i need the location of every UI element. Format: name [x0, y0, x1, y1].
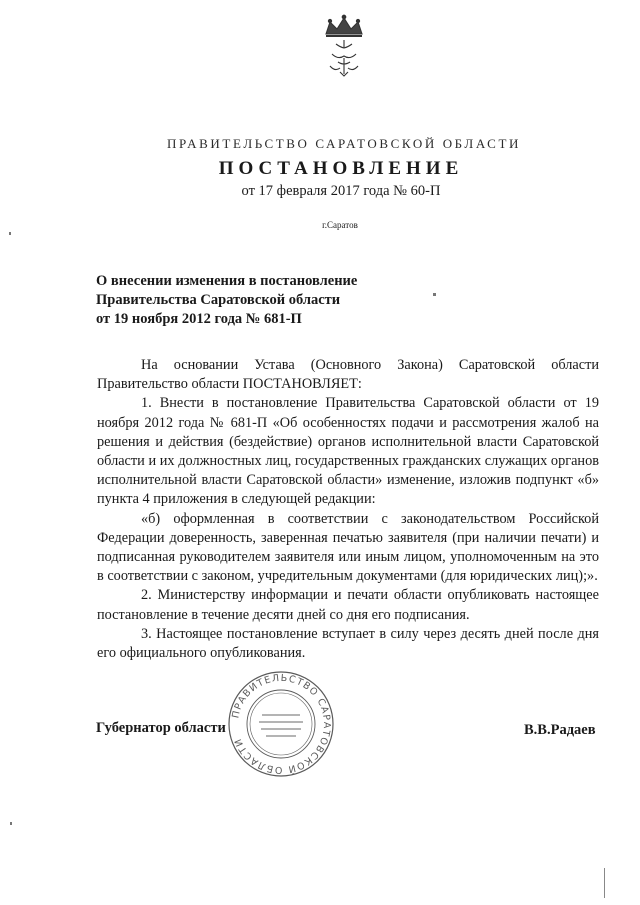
item-1-paragraph: 1. Внести в постановление Правительства Саратовской области от 19 ноября 2012 года № 681-П «Об особенностях подачи и рассмотрения жалоб на решения и действия (бездействие) органов исполнительной власти Саратовской области и их должностных лиц, государственных гражданских служащих органов исполнительной власти Саратовской области» изменение, изложив подпункт «б» пункта 4 приложения в следующей редакции:: [97, 395, 599, 508]
item-3-paragraph: 3. Настоящее постановление вступает в силу через десять дней после дня его официального опубликования.: [97, 625, 599, 662]
document-body: [97, 356, 599, 663]
seal-ring-text: ПРАВИТЕЛЬСТВО САРАТОВСКОЙ ОБЛАСТИ: [230, 672, 333, 776]
subject-line: от 19 ноября 2012 года № 681-П: [96, 311, 302, 327]
crown-emblem-icon: [318, 14, 370, 84]
signatory-position: Губернатор области: [96, 720, 226, 736]
document-type: ПОСТАНОВЛЕНИЕ: [218, 158, 464, 179]
city: г.Саратов: [322, 220, 358, 230]
signatory-name: В.В.Радаев: [524, 722, 596, 738]
date-number: от 17 февраля 2017 года № 60-П: [241, 183, 441, 199]
svg-text:ПРАВИТЕЛЬСТВО САРАТОВСКОЙ ОБЛА: [230, 673, 332, 776]
subject-block: [96, 272, 357, 329]
intro-paragraph: На основании Устава (Основного Закона) Саратовской области Правительство области ПОСТАНОВЛЯЕТ:: [97, 357, 599, 393]
scan-mark: [10, 822, 12, 825]
subject-line: Правительства Саратовской области: [96, 292, 341, 308]
scan-mark: [433, 293, 436, 296]
quote-paragraph: «б) оформленная в соответствии с законодательством Российской Федерации доверенность, заверенная печатью заявителя (при наличии печати) и подписанная руководителем заявителя или иным лицом, уполномоченным на это в соответствии с законом, учредительным документами (для юридических лиц);».: [97, 510, 599, 585]
official-seal: [226, 669, 336, 779]
item-2-paragraph: 2. Министерству информации и печати области опубликовать настоящее постановление в течение десяти дней со дня его подписания.: [97, 587, 599, 623]
scan-mark: [9, 232, 11, 235]
subject-line: О внесении изменения в постановление: [96, 273, 358, 289]
government-name: ПРАВИТЕЛЬСТВО САРАТОВСКОЙ ОБЛАСТИ: [167, 136, 521, 151]
scan-mark: [604, 868, 605, 898]
